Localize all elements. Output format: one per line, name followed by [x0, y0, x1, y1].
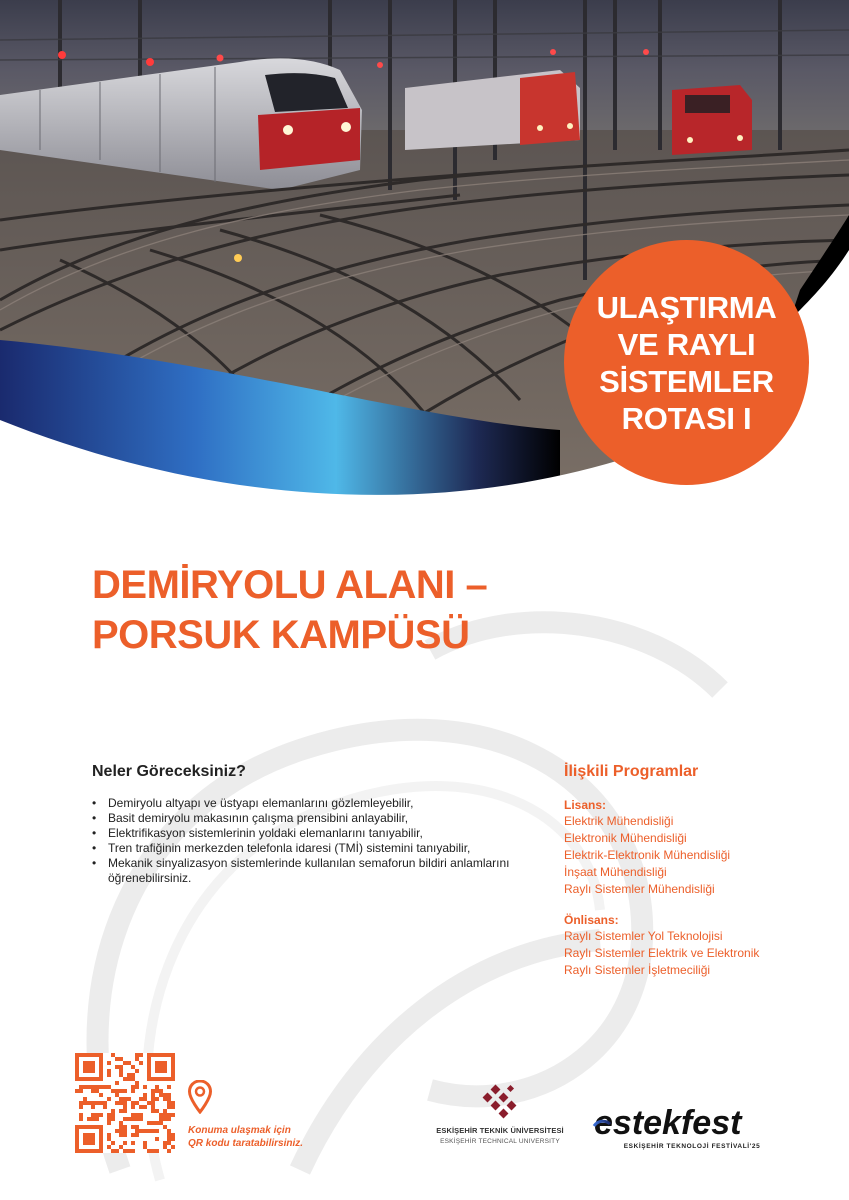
program-item: İnşaat Mühendisliği	[564, 865, 667, 879]
related-programs	[564, 763, 834, 979]
qr-code[interactable]	[75, 1053, 175, 1153]
program-item: Raylı Sistemler Yol Teknolojisi	[564, 929, 723, 943]
badge-line-3: SİSTEMLER	[599, 363, 774, 399]
program-item: Elektrik Mühendisliği	[564, 814, 674, 828]
list-item: • Tren trafiğinin merkezden telefonla idaresi (TMİ) sistemini tanıyabilir,	[92, 841, 532, 856]
badge-line-1: ULAŞTIRMA	[596, 289, 777, 325]
estekfest-logo	[592, 1102, 792, 1142]
program-item: Raylı Sistemler İşletmeciliği	[564, 963, 711, 977]
qr-caption-line-1: Konuma ulaşmak için	[188, 1125, 291, 1136]
list-item: • Basit demiryolu makasının çalışma prensibini anlayabilir,	[92, 811, 532, 826]
list-item: • Mekanik sinyalizasyon sistemlerinde kullanılan semaforun bildiri anlamlarını öğrenebilirsiniz.	[92, 856, 532, 886]
badge-line-2: VE RAYLI	[617, 326, 756, 362]
related-programs-heading: İlişkili Programlar	[564, 763, 699, 780]
festival-logo-text: estekfest	[594, 1104, 742, 1142]
page-title-line-2: PORSUK KAMPÜSÜ	[92, 613, 470, 657]
page-title-line-1: DEMİRYOLU ALANI –	[92, 563, 488, 607]
what-you-will-see-list	[92, 796, 532, 886]
spacer	[564, 898, 834, 912]
university-name-en: ESKİŞEHİR TECHNICAL UNIVERSITY	[440, 1138, 560, 1145]
page-title	[92, 560, 712, 660]
program-item: Raylı Sistemler Mühendisliği	[564, 882, 715, 896]
route-badge	[564, 240, 809, 485]
festival-subtitle: ESKİŞEHİR TEKNOLOJİ FESTİVALİ'25	[623, 1143, 761, 1150]
program-item: Raylı Sistemler Elektrik ve Elektronik	[564, 946, 760, 960]
what-you-will-see-heading: Neler Göreceksiniz?	[92, 763, 246, 780]
qr-caption	[188, 1124, 328, 1150]
map-pin-icon	[188, 1080, 212, 1114]
university-name: ESKİŞEHİR TEKNİK ÜNİVERSİTESİ	[436, 1126, 564, 1135]
badge-line-4: ROTASI I	[621, 400, 752, 436]
list-item: • Demiryolu altyapı ve üstyapı elemanlarını gözlemleyebilir,	[92, 796, 532, 811]
university-logo	[478, 1080, 522, 1124]
bachelor-label: Lisans:	[564, 798, 607, 812]
associate-label: Önlisans:	[564, 913, 619, 927]
list-item: • Elektrifikasyon sistemlerinin yoldaki elemanlarını tanıyabilir,	[92, 826, 532, 841]
qr-caption-line-2: QR kodu taratabilirsiniz.	[188, 1138, 304, 1149]
program-item: Elektrik-Elektronik Mühendisliği	[564, 848, 731, 862]
program-item: Elektronik Mühendisliği	[564, 831, 687, 845]
